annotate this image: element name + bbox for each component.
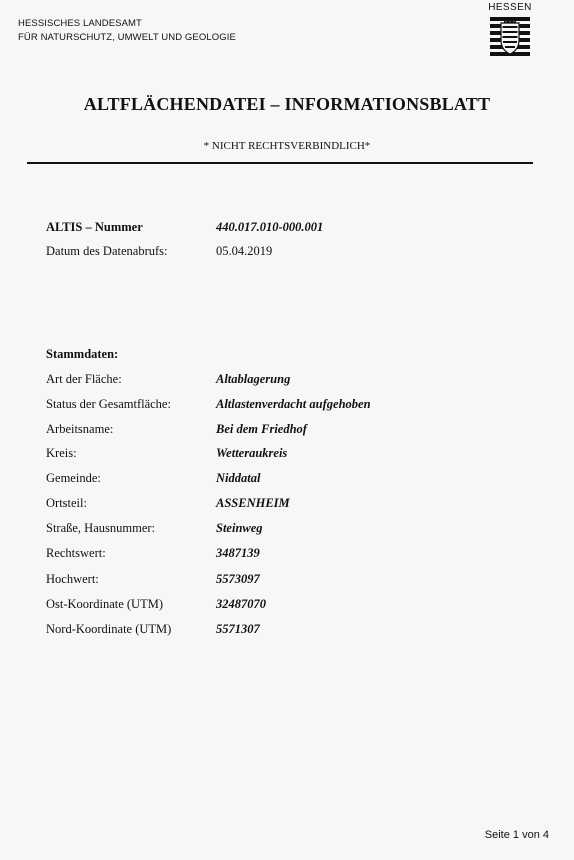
label-rechtswert: Rechtswert:: [46, 546, 106, 560]
altis-label: ALTIS – Nummer: [46, 220, 143, 234]
value-kreis: Wetteraukreis: [216, 446, 288, 460]
value-gemeinde: Niddatal: [216, 471, 261, 485]
page-number: Seite 1 von 4: [484, 829, 549, 841]
coat-of-arms-icon: [488, 14, 532, 60]
label-nord-koordinate: Nord-Koordinate (UTM): [46, 622, 172, 636]
stammdaten-heading: Stammdaten:: [46, 347, 119, 361]
agency-name: [18, 17, 236, 45]
value-status: Altlastenverdacht aufgehoben: [216, 397, 371, 411]
altis-value: 440.017.010-000.001: [216, 220, 324, 234]
label-art: Art der Fläche:: [46, 372, 122, 386]
label-strasse: Straße, Hausnummer:: [46, 521, 156, 535]
agency-line-1: HESSISCHES LANDESAMT: [18, 18, 142, 29]
value-ortsteil: ASSENHEIM: [216, 496, 290, 510]
value-art: Altablagerung: [216, 372, 291, 386]
value-nord-koordinate: 5571307: [216, 622, 260, 636]
divider: [27, 162, 533, 164]
value-rechtswert: 3487139: [216, 546, 260, 560]
label-gemeinde: Gemeinde:: [46, 471, 101, 485]
hessen-logo: [487, 2, 533, 60]
value-arbeitsname: Bei dem Friedhof: [216, 422, 307, 436]
label-ortsteil: Ortsteil:: [46, 496, 87, 510]
value-ost-koordinate: 32487070: [216, 597, 266, 611]
label-kreis: Kreis:: [46, 446, 77, 460]
disclaimer: * NICHT RECHTSVERBINDLICH*: [203, 140, 371, 152]
date-label: Datum des Datenabrufs:: [46, 244, 168, 258]
agency-line-2: FÜR NATURSCHUTZ, UMWELT UND GEOLOGIE: [18, 32, 236, 43]
page-title: ALTFLÄCHENDATEI – INFORMATIONSBLATT: [83, 94, 491, 114]
logo-text: HESSEN: [488, 2, 532, 13]
label-ost-koordinate: Ost-Koordinate (UTM): [46, 597, 163, 611]
value-strasse: Steinweg: [216, 521, 263, 535]
value-hochwert: 5573097: [216, 572, 260, 586]
label-hochwert: Hochwert:: [46, 572, 99, 586]
label-status: Status der Gesamtfläche:: [46, 397, 171, 411]
label-arbeitsname: Arbeitsname:: [46, 422, 114, 436]
date-value: 05.04.2019: [216, 244, 273, 258]
